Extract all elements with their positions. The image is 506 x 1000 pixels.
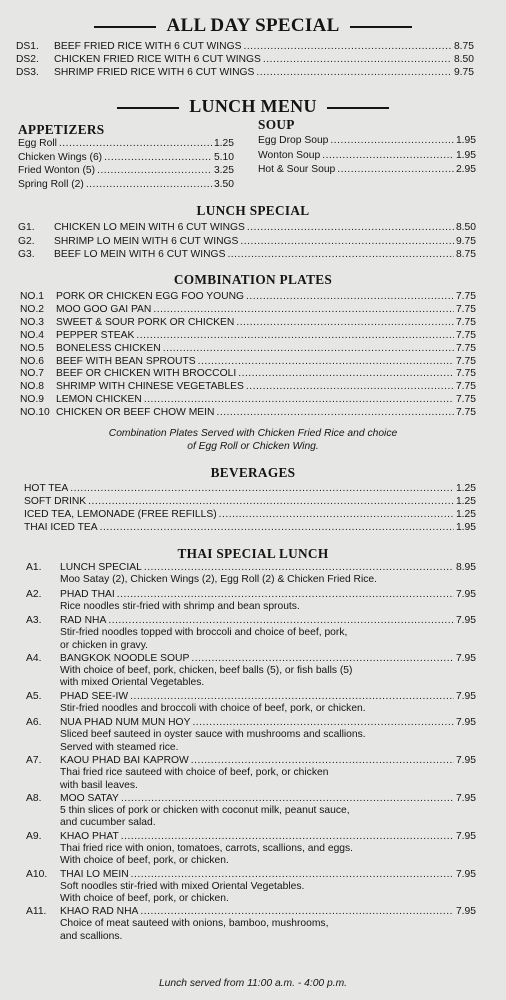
leader-dots [256,66,452,79]
item-price: 7.75 [455,329,476,341]
item-code: A11. [26,906,47,918]
leader-dots [153,303,454,316]
item-price: 7.95 [455,690,476,702]
thai-special-lunch-heading: THAI SPECIAL LUNCH [177,546,329,561]
thai-lunch-item-description: Rice noodles stir-fried with shrimp and bean sprouts. [60,600,300,612]
leader-dots [246,290,454,303]
beverage-item [24,508,476,521]
soup-item [258,134,476,147]
leader-dots [121,792,454,805]
thai-lunch-item-description: and cucumber salad. [60,817,156,829]
item-price: 8.95 [455,562,476,573]
leader-dots [104,151,212,164]
thai-lunch-item [26,868,476,881]
leader-dots [100,521,454,534]
item-price: 7.75 [455,381,476,393]
item-price: 8.50 [455,222,476,233]
item-name: Egg Roll [18,138,57,149]
leader-dots [227,248,454,261]
item-code: NO.1 [20,291,45,302]
item-price: 3.50 [213,179,234,191]
lunch-special-heading: LUNCH SPECIAL [196,203,310,218]
leader-dots [263,53,452,66]
lunch-special-item [18,221,476,234]
item-name: THAI LO MEIN [60,868,129,880]
thai-lunch-item [26,652,476,665]
thai-lunch-item [26,792,476,805]
item-price: 7.75 [455,291,476,302]
beverage-item [24,495,476,508]
thai-lunch-item-description: or chicken in gravy. [60,639,148,651]
item-name: NUA PHAD NUM MUN HOY [60,717,191,729]
thai-lunch-item-description: Soft noodles stir-fried with mixed Oriental Vegetables. [60,880,305,892]
item-price: 7.95 [455,653,476,664]
leader-dots [322,149,454,162]
item-code: A8. [26,793,42,804]
combination-plate-item [20,290,476,303]
leader-dots [337,163,454,176]
leader-dots [330,134,454,147]
item-code: G1. [18,222,35,233]
item-name: RAD NHA [60,615,107,627]
thai-lunch-item-description: With choice of beef, pork, or chicken. [60,855,229,867]
thai-lunch-item [26,561,476,574]
item-price: 9.75 [453,67,474,78]
item-price: 3.25 [213,165,234,177]
item-code: NO.10 [20,407,50,419]
item-price: 1.25 [213,138,234,149]
item-name: BANGKOK NOODLE SOUP [60,653,190,664]
combination-note-line-2: of Egg Roll or Chicken Wing. [187,441,319,452]
title-rule-left [94,26,156,28]
item-price: 7.95 [455,615,476,627]
combination-plate-item [20,329,476,342]
item-price: 7.95 [455,717,476,729]
item-name: SWEET & SOUR PORK OR CHICKEN [56,316,235,328]
thai-lunch-item-description: Stir-fried noodles and broccoli with choice of beef, pork, or chicken. [60,702,366,714]
thai-lunch-item [26,716,476,729]
item-code: NO.8 [20,381,45,393]
item-code: NO.4 [20,329,45,341]
thai-lunch-item [26,614,476,627]
item-price: 8.75 [453,41,474,52]
thai-lunch-item-description: with mixed Oriental Vegetables. [60,677,205,689]
item-name: LEMON CHICKEN [56,394,142,406]
leader-dots [219,508,454,521]
thai-lunch-item [26,830,476,843]
title-rule-right [327,107,389,109]
item-code: G2. [18,235,35,247]
thai-lunch-item-description: with basil leaves. [60,779,138,791]
item-price: 1.95 [455,135,476,146]
leader-dots [198,355,454,368]
item-name: BEEF LO MEIN WITH 6 CUT WINGS [54,249,226,260]
item-name: Spring Roll (2) [18,179,84,191]
leader-dots [144,393,454,406]
item-price: 7.75 [455,342,476,354]
item-price: 7.95 [455,830,476,842]
item-name: SHRIMP LO MEIN WITH 6 CUT WINGS [54,235,239,247]
thai-lunch-item-description: Thai fried rice sauteed with choice of beef, pork, or chicken [60,767,329,779]
combination-plate-item [20,342,476,355]
item-price: 1.95 [455,149,476,161]
thai-lunch-item-description: Choice of meat sauteed with onions, bamboo, mushrooms, [60,918,329,930]
item-code: A7. [26,755,42,767]
leader-dots [88,495,454,508]
item-price: 7.75 [455,316,476,328]
item-price: 2.95 [455,164,476,175]
leader-dots [163,342,454,355]
all-day-special-title: ALL DAY SPECIAL [0,15,506,37]
leader-dots [191,754,454,767]
leader-dots [97,164,212,177]
item-code: NO.2 [20,303,45,315]
item-name: Hot & Sour Soup [258,164,336,175]
item-code: NO.7 [20,368,45,380]
item-price: 1.95 [455,522,476,533]
item-price: 1.25 [455,509,476,520]
beverages-heading: BEVERAGES [210,465,296,480]
item-code: DS1. [16,41,39,52]
lunch-hours-footer: Lunch served from 11:00 a.m. - 4:00 p.m. [158,978,348,989]
item-price: 7.95 [455,906,476,918]
item-name: PEPPER STEAK [56,329,135,341]
thai-lunch-item-description: With choice of beef, pork, chicken, beef balls (5), or fish balls (5) [60,665,353,676]
leader-dots [121,830,454,843]
item-name: THAI ICED TEA [24,522,98,533]
leader-dots [246,380,454,393]
leader-dots [108,614,454,627]
item-name: ICED TEA, LEMONADE (FREE REFILLS) [24,509,217,520]
combination-note-line-1: Combination Plates Served with Chicken Fried Rice and choice [108,428,398,439]
item-name: PORK OR CHICKEN EGG FOO YOUNG [56,291,245,302]
item-price: 8.75 [455,249,476,260]
leader-dots [192,716,454,729]
leader-dots [140,905,454,918]
item-name: SHRIMP WITH CHINESE VEGETABLES [56,381,244,393]
combination-plate-item [20,316,476,329]
leader-dots [86,178,212,191]
beverage-item [24,521,476,534]
beverage-item [24,482,476,495]
item-name: PHAD THAI [60,588,115,600]
soup-item [258,149,476,162]
appetizer-item [18,164,234,177]
item-price: 7.95 [455,868,476,880]
title-rule-left [117,107,179,109]
title-rule-right [350,26,412,28]
thai-lunch-item-description: Moo Satay (2), Chicken Wings (2), Egg Roll (2) & Chicken Fried Rice. [60,574,378,585]
item-name: BEEF OR CHICKEN WITH BROCCOLI [56,368,237,380]
thai-lunch-item-description: Sliced beef sauteed in oyster sauce with mushrooms and scallions. [60,729,366,741]
thai-lunch-item-description: Stir-fried noodles topped with broccoli and choice of beef, pork, [60,627,348,639]
item-code: A9. [26,830,42,842]
item-price: 7.95 [455,793,476,804]
appetizers-heading: APPETIZERS [18,122,105,137]
item-name: KHAO RAD NHA [60,906,139,918]
thai-lunch-item-description: and scallions. [60,930,123,942]
item-name: PHAD SEE-IW [60,690,129,702]
item-price: 7.75 [455,394,476,406]
item-name: BEEF WITH BEAN SPROUTS [56,355,196,367]
item-name: Fried Wonton (5) [18,165,96,177]
item-code: A5. [26,690,42,702]
item-price: 9.75 [455,235,476,247]
item-name: KHAO PHAT [60,830,119,842]
item-code: NO.9 [20,394,45,406]
thai-lunch-item-description: Served with steamed rice. [60,741,179,753]
all-day-special-item [16,40,474,53]
leader-dots [70,482,454,495]
combination-plate-item [20,303,476,316]
thai-lunch-item-description: 5 thin slices of pork or chicken with coconut milk, peanut sauce, [60,805,350,816]
thai-lunch-item-description: Thai fried rice with onion, tomatoes, carrots, scallions, and eggs. [60,842,354,854]
item-price: 1.25 [455,496,476,507]
leader-dots [130,690,454,703]
item-code: A10. [26,868,48,880]
item-code: A1. [26,562,42,573]
leader-dots [238,367,454,380]
appetizer-item [18,151,234,164]
item-name: Egg Drop Soup [258,135,329,146]
item-name: Chicken Wings (6) [18,151,103,163]
item-price: 7.75 [455,407,476,419]
thai-lunch-item [26,588,476,601]
leader-dots [131,868,454,881]
item-name: Wonton Soup [258,149,321,161]
leader-dots [59,137,212,150]
item-price: 7.95 [455,588,476,600]
item-code: A6. [26,717,42,729]
item-code: DS2. [16,54,39,65]
item-price: 7.75 [455,368,476,380]
item-name: KAOU PHAD BAI KAPROW [60,755,189,767]
item-code: A4. [26,653,42,664]
appetizer-item [18,178,234,191]
item-name: BONELESS CHICKEN [56,342,161,354]
item-name: MOO SATAY [60,793,119,804]
soup-heading: SOUP [258,117,295,132]
item-name: SHRIMP FRIED RICE WITH 6 CUT WINGS [54,67,255,78]
combination-plate-item [20,367,476,380]
thai-lunch-item-description: With choice of beef, pork, or chicken. [60,893,229,904]
leader-dots [240,235,454,248]
item-name: CHICKEN LO MEIN WITH 6 CUT WINGS [54,222,245,233]
leader-dots [191,652,454,665]
item-name: CHICKEN OR BEEF CHOW MEIN [56,407,215,419]
combination-plate-item [20,355,476,368]
item-name: BEEF FRIED RICE WITH 6 CUT WINGS [54,41,242,52]
item-name: MOO GOO GAI PAN [56,303,152,315]
item-name: CHICKEN FRIED RICE WITH 6 CUT WINGS [54,54,261,65]
all-day-special-item [16,66,474,79]
appetizer-item [18,137,234,150]
all-day-special-item [16,53,474,66]
item-code: NO.5 [20,342,45,354]
leader-dots [243,40,452,53]
item-code: NO.6 [20,355,45,367]
thai-lunch-item [26,905,476,918]
leader-dots [117,588,454,601]
leader-dots [247,221,454,234]
lunch-menu-title: LUNCH MENU [0,96,506,117]
combination-plate-item [20,380,476,393]
item-code: DS3. [16,67,39,78]
item-price: 5.10 [213,151,234,163]
item-price: 7.75 [455,355,476,367]
combination-plate-item [20,406,476,419]
item-code: NO.3 [20,316,45,328]
combination-plate-item [20,393,476,406]
item-name: SOFT DRINK [24,496,87,507]
leader-dots [136,329,454,342]
item-code: G3. [18,249,35,260]
item-name: HOT TEA [24,483,69,494]
item-price: 7.75 [455,303,476,315]
thai-lunch-item [26,690,476,703]
soup-item [258,163,476,176]
leader-dots [144,561,454,574]
item-price: 1.25 [455,483,476,494]
item-code: A3. [26,615,42,627]
combination-plates-heading: COMBINATION PLATES [173,272,333,287]
item-name: LUNCH SPECIAL [60,562,142,573]
item-price: 8.50 [453,54,474,65]
lunch-special-item [18,248,476,261]
item-price: 7.95 [455,755,476,767]
leader-dots [216,406,453,419]
thai-lunch-item [26,754,476,767]
lunch-special-item [18,235,476,248]
item-code: A2. [26,588,42,600]
leader-dots [236,316,454,329]
